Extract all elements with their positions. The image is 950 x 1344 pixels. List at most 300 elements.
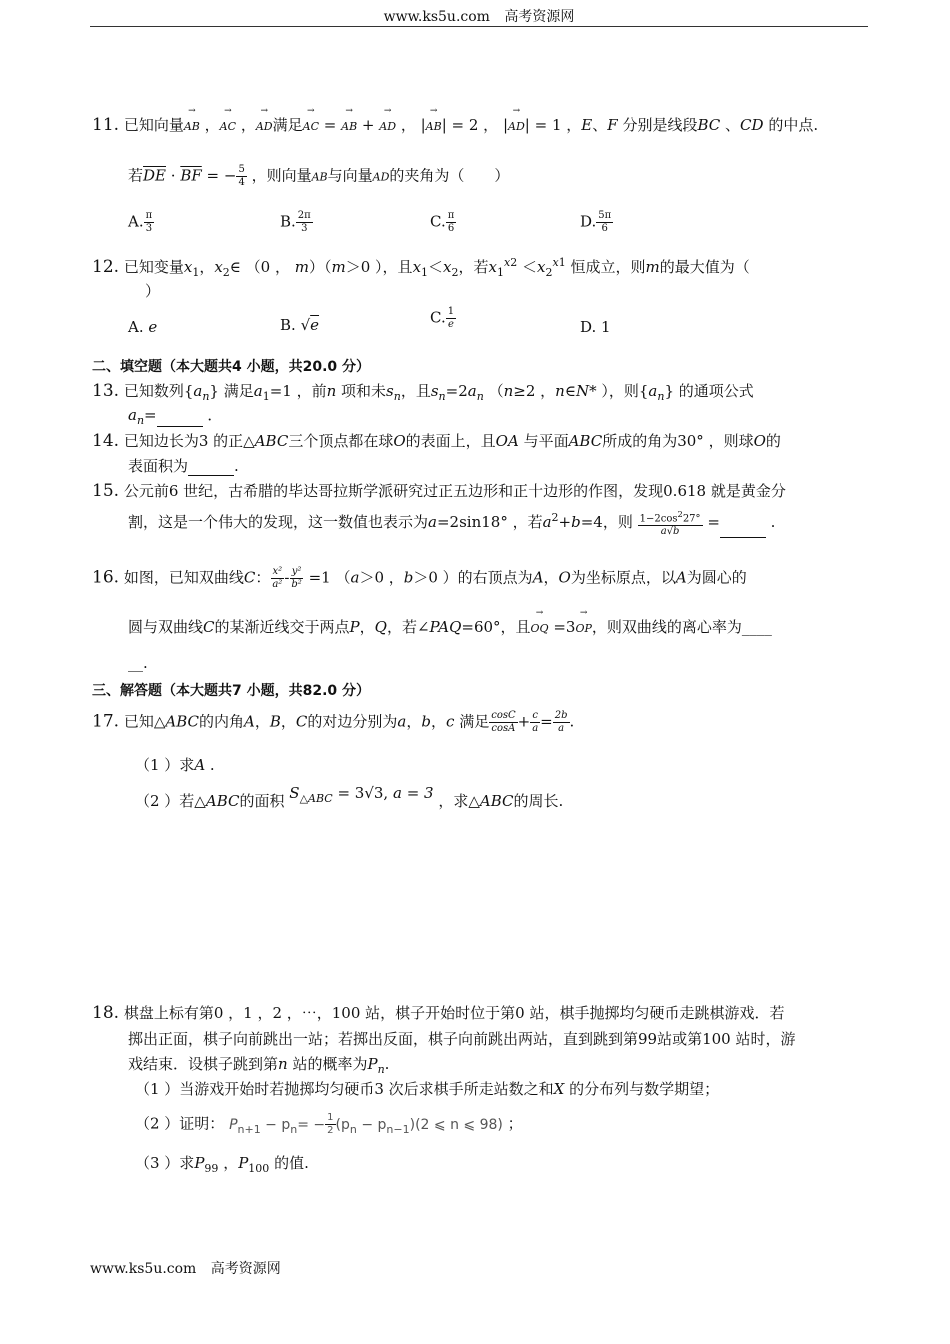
q11-option-d: [580, 210, 613, 235]
q17-var: A: [244, 712, 255, 731]
vector-ad: AD: [372, 170, 390, 184]
option-label: C.: [430, 212, 446, 231]
q17-text: = 3√3,: [332, 784, 389, 802]
q14-line1: [92, 430, 781, 451]
q16-text: 如图，已知双曲线: [123, 568, 244, 587]
q18-part1: [135, 1078, 719, 1099]
q18-text: 的值.: [274, 1154, 309, 1172]
q11-var: E: [581, 116, 593, 134]
vector-ad: → AD: [379, 120, 396, 133]
q15-text: .: [765, 513, 776, 532]
q17-text: =: [540, 712, 553, 731]
q15-line2: [128, 508, 775, 538]
vector-ad: → AD: [508, 120, 525, 133]
q16-var: O: [558, 568, 571, 587]
q17-part2: [135, 784, 564, 813]
q18-text: (p: [335, 1116, 350, 1133]
q13-sub: n: [476, 390, 484, 403]
frac-den: cosA: [491, 723, 516, 734]
q17-var: c: [446, 712, 455, 731]
q15-number: 15.: [92, 481, 120, 501]
q17-var: ABC: [165, 712, 199, 731]
q15-var: a: [542, 513, 552, 532]
q18-text: 站的概率为: [292, 1055, 368, 1073]
q11-text: 的夹角为（ ）: [389, 166, 510, 185]
q18-sub: n: [290, 1122, 298, 1136]
q17-part1: [135, 754, 215, 775]
q11-text: | = 1: [524, 116, 562, 134]
frac-den: a²: [272, 579, 283, 590]
footer-name: 高考资源网: [210, 1261, 281, 1277]
frac-part: 27°: [682, 513, 701, 525]
q18-sub: n−1: [386, 1122, 410, 1136]
q12-option-a: [128, 318, 157, 336]
q17-text: ，求△: [438, 792, 480, 810]
q11-text: ，: [483, 116, 499, 134]
q17-var: ABC: [479, 792, 514, 810]
q11-line1: 11. 已知向量→ AB ，→ AC ，→ AD满足→ AC = → AB + → AD ， |→ AB| = 2 ， |→ AD| = 1 ，E、F 分别是线段BC 、CD 的中点.: [92, 114, 818, 135]
q16-text: ，: [543, 568, 559, 587]
q11-text: 的中点.: [768, 116, 819, 134]
q16-text: ：: [255, 568, 271, 587]
q16-text: =60°，且: [461, 618, 531, 636]
q13-text: =1 ，前: [269, 382, 327, 400]
q12-sub: 2: [451, 266, 459, 279]
q18-var: P: [238, 1154, 249, 1172]
q14-text: .: [234, 457, 239, 475]
fraction: [446, 306, 456, 331]
q17-var: B: [269, 712, 281, 731]
vector-oq: → OQ: [531, 622, 549, 635]
q14-number: 14.: [92, 431, 120, 451]
q13-text: =: [144, 406, 157, 424]
q16-var: b: [403, 568, 414, 587]
q13-var: s: [386, 382, 394, 400]
option-value: e: [310, 316, 320, 334]
vector-ac: → AC: [220, 120, 236, 133]
q18-number: 18.: [92, 1003, 120, 1023]
frac-den: 6: [601, 223, 608, 234]
q13-text: =2: [445, 382, 468, 400]
q11-text: =: [323, 116, 342, 134]
q12-text: ＞0 ），且: [345, 258, 413, 276]
q13-text: ∈: [564, 382, 576, 400]
q18-var: P: [367, 1055, 378, 1073]
q13-text: ，且: [400, 382, 431, 400]
q12-option-b: [280, 316, 319, 334]
q11-var: BC: [697, 116, 721, 134]
q17-sub: △ABC: [299, 792, 333, 805]
q13-var: N: [575, 382, 590, 400]
q11-text: 若: [128, 166, 144, 185]
q12-var: m: [331, 258, 346, 276]
q17-text: 已知△: [123, 712, 166, 731]
fraction: [553, 710, 570, 735]
fraction: [638, 508, 703, 538]
frac-part: a: [660, 526, 667, 538]
vector-ad: → AD: [256, 120, 273, 133]
q16-text: ＞0 ，: [359, 568, 404, 587]
section-fill-in: 二、填空题（本大题共4 小题，共20.0 分）: [92, 359, 371, 375]
header-site: www.ks5u.com: [383, 9, 490, 25]
q12-var: x: [214, 258, 223, 276]
q13-var: s: [430, 382, 439, 400]
q15-text: 公元前6 世纪，古希腊的毕达哥拉斯学派研究过正五边形和正十边形的作图，发现0.618 就是黄金分: [123, 482, 786, 500]
q18-line3: [128, 1053, 389, 1076]
q11-text: = −: [201, 166, 237, 185]
option-label: C.: [430, 308, 446, 327]
option-value: 1: [601, 318, 611, 336]
page-header: [90, 6, 868, 26]
q16-var: A: [532, 568, 544, 587]
fraction: [270, 566, 284, 591]
q16-text: ＞0 ）的右顶点为: [413, 568, 533, 587]
q16-text: ，若∠: [386, 618, 430, 636]
q12-text: ，: [199, 258, 215, 276]
frac-den: a: [558, 723, 565, 734]
q13-sub: n: [438, 390, 446, 403]
vector-ab: AB: [311, 170, 328, 184]
q18-line2: 掷出正面，棋子向前跳出一站；若掷出反面，棋子向前跳出两站，直到跳到第99站或第100 站时，游: [128, 1030, 796, 1048]
q16-var: PAQ: [429, 618, 462, 636]
vector-ab: → AB: [426, 120, 442, 133]
q12-text: ＜: [428, 258, 444, 276]
q13-var: a: [193, 382, 203, 400]
q16-text: 为圆心的: [686, 568, 747, 587]
page-footer: [90, 1258, 281, 1278]
q17-var: b: [421, 712, 431, 731]
q12-text: 已知变量: [123, 258, 184, 276]
frac-den: e: [447, 319, 454, 330]
q14-text: 的表面上，且: [405, 432, 496, 450]
q18-part3: [135, 1152, 309, 1175]
q17-text: （2 ）若△: [135, 792, 206, 810]
option-label: A.: [128, 212, 144, 231]
frac-den: 3: [301, 223, 308, 234]
q15-var: b: [571, 513, 581, 532]
q18-sub: 100: [248, 1162, 270, 1175]
q13-var: a: [128, 406, 137, 424]
q13-sub: n: [393, 390, 401, 403]
q16-var: P: [349, 618, 360, 636]
q17-text: 的周长.: [513, 792, 564, 810]
q12-sup: 2: [510, 256, 518, 269]
frac-den: b²: [291, 579, 302, 590]
q13-text: 已知数列{: [123, 382, 194, 400]
frac-den: 6: [447, 223, 455, 234]
q17-var: ABC: [205, 792, 240, 810]
q16-var: C: [243, 568, 256, 587]
q12-sup: x: [504, 256, 511, 269]
fraction: [489, 710, 517, 735]
vector-ac: → AC: [303, 120, 319, 133]
sqrt-sign: √: [300, 316, 311, 334]
q13-number: 13.: [92, 381, 120, 401]
frac-num: 5: [238, 164, 245, 175]
fraction: [530, 710, 540, 735]
q14-text: 所成的角为30° ，则球: [602, 432, 754, 450]
q13-line2: [128, 404, 222, 427]
option-label: A.: [128, 318, 144, 336]
q14-text: 的: [765, 432, 781, 450]
q11-text: ，: [400, 116, 416, 134]
q17-text: .: [569, 712, 575, 731]
frac-num: 2b: [554, 710, 568, 721]
fraction: [236, 164, 246, 189]
q13-text: 项和未: [336, 382, 387, 400]
q11-text: 与向量: [327, 166, 373, 185]
frac-den: 4: [238, 177, 245, 188]
q14-var: ABC: [254, 432, 289, 450]
q17-text: +: [517, 712, 531, 731]
q17-var: A: [194, 756, 206, 774]
q13-text: ≥2 ，: [513, 382, 556, 400]
frac-num: [638, 508, 703, 526]
q15-sup: 2: [551, 511, 559, 525]
q12-sub: 1: [421, 266, 429, 279]
frac-den: 2: [327, 1125, 334, 1136]
q11-text: 、: [725, 116, 741, 134]
answer-blank[interactable]: [157, 412, 203, 427]
q18-text: ，: [223, 1154, 239, 1172]
q18-sub: n: [377, 1063, 385, 1076]
frac-part: √b: [666, 526, 680, 538]
q11-text: 满足: [272, 116, 303, 134]
q11-option-a: [128, 210, 154, 235]
q14-var: O: [393, 432, 406, 450]
q18-text: )(2 ⩽ n ⩽ 98): [409, 1116, 503, 1133]
q18-var: n: [278, 1055, 288, 1073]
q11-line2: [128, 164, 509, 189]
vector-op: → OP: [575, 622, 591, 635]
q13-line1: [92, 380, 754, 403]
q12-text: 恒成立，则: [570, 258, 646, 276]
q13-text: } 满足: [209, 382, 254, 400]
q17-line1: [92, 710, 574, 735]
q12-option-d: [580, 318, 611, 336]
answer-blank[interactable]: [720, 523, 766, 538]
q15-text: =: [707, 513, 720, 532]
q18-var: P: [194, 1154, 205, 1172]
q12-sub: 2: [222, 266, 230, 279]
q17-text: ，: [431, 712, 447, 731]
q18-var: P: [229, 1116, 238, 1133]
frac-num: x²: [272, 566, 283, 577]
q18-text: = −: [297, 1116, 326, 1133]
q12-var: x: [488, 258, 497, 276]
q11-var: CD: [740, 116, 764, 134]
q17-text: 的对边分别为: [307, 712, 398, 731]
q17-var: a = 3: [392, 784, 434, 802]
q13-var: a: [648, 382, 658, 400]
frac-num: 1: [327, 1112, 334, 1123]
q12-text: ，若: [458, 258, 489, 276]
q18-text: （1 ）当游戏开始时若抛掷均匀硬币3 次后求棋手所走站数之和: [135, 1080, 554, 1098]
q17-var: C: [295, 712, 308, 731]
q18-text: 棋盘上标有第0 ，1 ，2 ，⋯，100 站，棋子开始时位于第0 站，棋手抛掷均匀硬币走跳棋游戏．若: [123, 1004, 785, 1022]
q16-var: C: [203, 618, 215, 636]
option-label: B.: [280, 212, 296, 231]
q16-var: A: [675, 568, 687, 587]
q13-text: } 的通项公式: [664, 382, 754, 400]
q15-text: +: [558, 513, 572, 532]
q12-var: x: [183, 258, 193, 276]
q18-text: .: [384, 1055, 390, 1073]
q12-line2: ）: [145, 282, 161, 300]
q11-text: 分别是线段: [622, 116, 698, 134]
q12-number: 12.: [92, 257, 120, 277]
q11-text: ，: [566, 116, 582, 134]
q11-var: F: [607, 116, 618, 134]
q16-text: =3: [548, 618, 576, 636]
q16-text: -: [284, 568, 290, 587]
q16-var: a: [350, 568, 360, 587]
q18-text: − p: [260, 1116, 291, 1133]
q12-text: ＜: [522, 258, 538, 276]
q17-number: 17.: [92, 711, 120, 732]
recursion-formula: [229, 1112, 503, 1136]
header-name: 高考资源网: [504, 9, 575, 25]
frac-den: a: [532, 723, 539, 734]
q18-text: （3 ）求: [135, 1154, 195, 1172]
q18-text: − p: [356, 1116, 387, 1133]
vector-ab: → AB: [341, 120, 357, 133]
q14-text: 已知边长为3 的正△: [123, 432, 255, 450]
q14-var: ABC: [568, 432, 603, 450]
q16-line2: [128, 616, 772, 637]
option-value: e: [148, 318, 158, 336]
q18-sub: n: [349, 1122, 357, 1136]
q13-var: a: [253, 382, 263, 400]
q16-text: =1 （: [308, 568, 351, 587]
q15-var: a: [428, 513, 437, 532]
frac-num: y²: [291, 566, 302, 577]
q16-text: 的某渐近线交于两点: [214, 618, 350, 636]
q11-text: 已知向量: [123, 116, 184, 134]
q13-var: n: [503, 382, 514, 400]
q12-line1: [92, 256, 750, 279]
header-divider: [90, 26, 868, 27]
q18-text: 的分布列与数学期望；: [569, 1080, 720, 1098]
q18-sub: n+1: [237, 1122, 261, 1136]
area-formula: [289, 784, 434, 805]
q11-text: | = 2: [441, 116, 479, 134]
q11-text: ·: [166, 166, 181, 185]
q12-text: ∈ （0 ，: [229, 258, 290, 276]
option-label: D.: [580, 318, 597, 336]
q11-text: ，: [240, 116, 256, 134]
q12-var: m: [294, 258, 309, 276]
q18-text: ；: [507, 1114, 523, 1133]
q12-var: x: [443, 258, 452, 276]
section-solution: 三、解答题（本大题共7 小题，共82.0 分）: [92, 683, 371, 699]
q18-line1: [92, 1002, 784, 1023]
frac-num: π: [447, 210, 455, 221]
q13-sub: n: [136, 414, 145, 427]
q11-option-b: [280, 210, 313, 235]
q17-text: （1 ）求: [135, 756, 195, 774]
q13-var: n: [326, 382, 337, 400]
option-label: D.: [580, 212, 597, 231]
q13-sub: n: [657, 390, 665, 403]
q14-text: 表面积为: [128, 457, 189, 475]
q14-text: 三个顶点都在球: [288, 432, 394, 450]
q11-number: 11.: [92, 115, 120, 135]
q17-text: ，: [254, 712, 270, 731]
answer-blank[interactable]: [188, 461, 234, 476]
q15-text: =4，则: [580, 513, 633, 532]
q18-sub: 99: [204, 1162, 219, 1175]
fraction: [289, 566, 303, 591]
q12-var: x: [412, 258, 422, 276]
q12-text: ）（: [309, 258, 332, 276]
frac-part: 1−2cos: [639, 513, 678, 525]
q13-sub: 1: [262, 390, 270, 403]
q13-var: a: [467, 382, 477, 400]
frac-sup: 2: [677, 509, 683, 519]
option-label: B.: [280, 316, 296, 334]
q11-var: $\overline{BF}$: [180, 166, 202, 185]
q11-var: $\overline{DE}$: [143, 166, 166, 185]
q13-text: * ），则{: [589, 382, 649, 400]
fraction: [296, 210, 313, 235]
frac-den: [659, 526, 682, 538]
frac-num: 2π: [297, 210, 311, 221]
q18-text: 戏结束．设棋子跳到第: [128, 1055, 279, 1073]
q12-sub: 1: [192, 266, 200, 279]
q15-text: =2sin18° ，若: [436, 513, 543, 532]
q11-text: ，则向量: [251, 166, 312, 185]
q17-text: 的面积: [239, 792, 285, 810]
fraction: [144, 210, 155, 235]
q17-text: .: [205, 756, 215, 774]
q11-option-c: [430, 210, 456, 235]
q16-text: 圆与双曲线: [128, 618, 204, 636]
q16-text: ，: [359, 618, 375, 636]
q17-text: ，: [280, 712, 296, 731]
vector-ab: → AB: [184, 120, 200, 133]
q17-text: 的内角: [199, 712, 245, 731]
q12-sup: 1: [558, 256, 566, 269]
q18-text: （2 ）证明：: [135, 1114, 225, 1133]
q12-sub: 1: [497, 266, 504, 279]
frac-num: π: [145, 210, 153, 221]
q16-number: 16.: [92, 567, 120, 588]
q13-var: n: [555, 382, 565, 400]
frac-num: 1: [447, 306, 455, 317]
q18-var: X: [553, 1080, 565, 1098]
q13-text: ．: [207, 406, 223, 424]
fraction: [596, 210, 613, 235]
q16-text: 为坐标原点，以: [570, 568, 676, 587]
q15-line1: [92, 480, 786, 501]
footer-site: www.ks5u.com: [90, 1261, 197, 1277]
q12-var: x: [537, 258, 546, 276]
fraction: [325, 1112, 335, 1137]
q14-line2: [128, 455, 239, 476]
q13-text: （: [488, 382, 504, 400]
q16-line1: [92, 566, 747, 591]
q17-text: 满足: [459, 712, 490, 731]
frac-den: 3: [145, 223, 153, 234]
q11-text: ，: [204, 116, 220, 134]
q14-var: O: [753, 432, 766, 450]
q12-sup: x: [552, 256, 559, 269]
q12-sub: 2: [545, 266, 553, 279]
q16-var: Q: [374, 618, 387, 636]
q14-text: 与平面: [523, 432, 569, 450]
q16-text: ，则双曲线的离心率为____: [591, 618, 772, 636]
